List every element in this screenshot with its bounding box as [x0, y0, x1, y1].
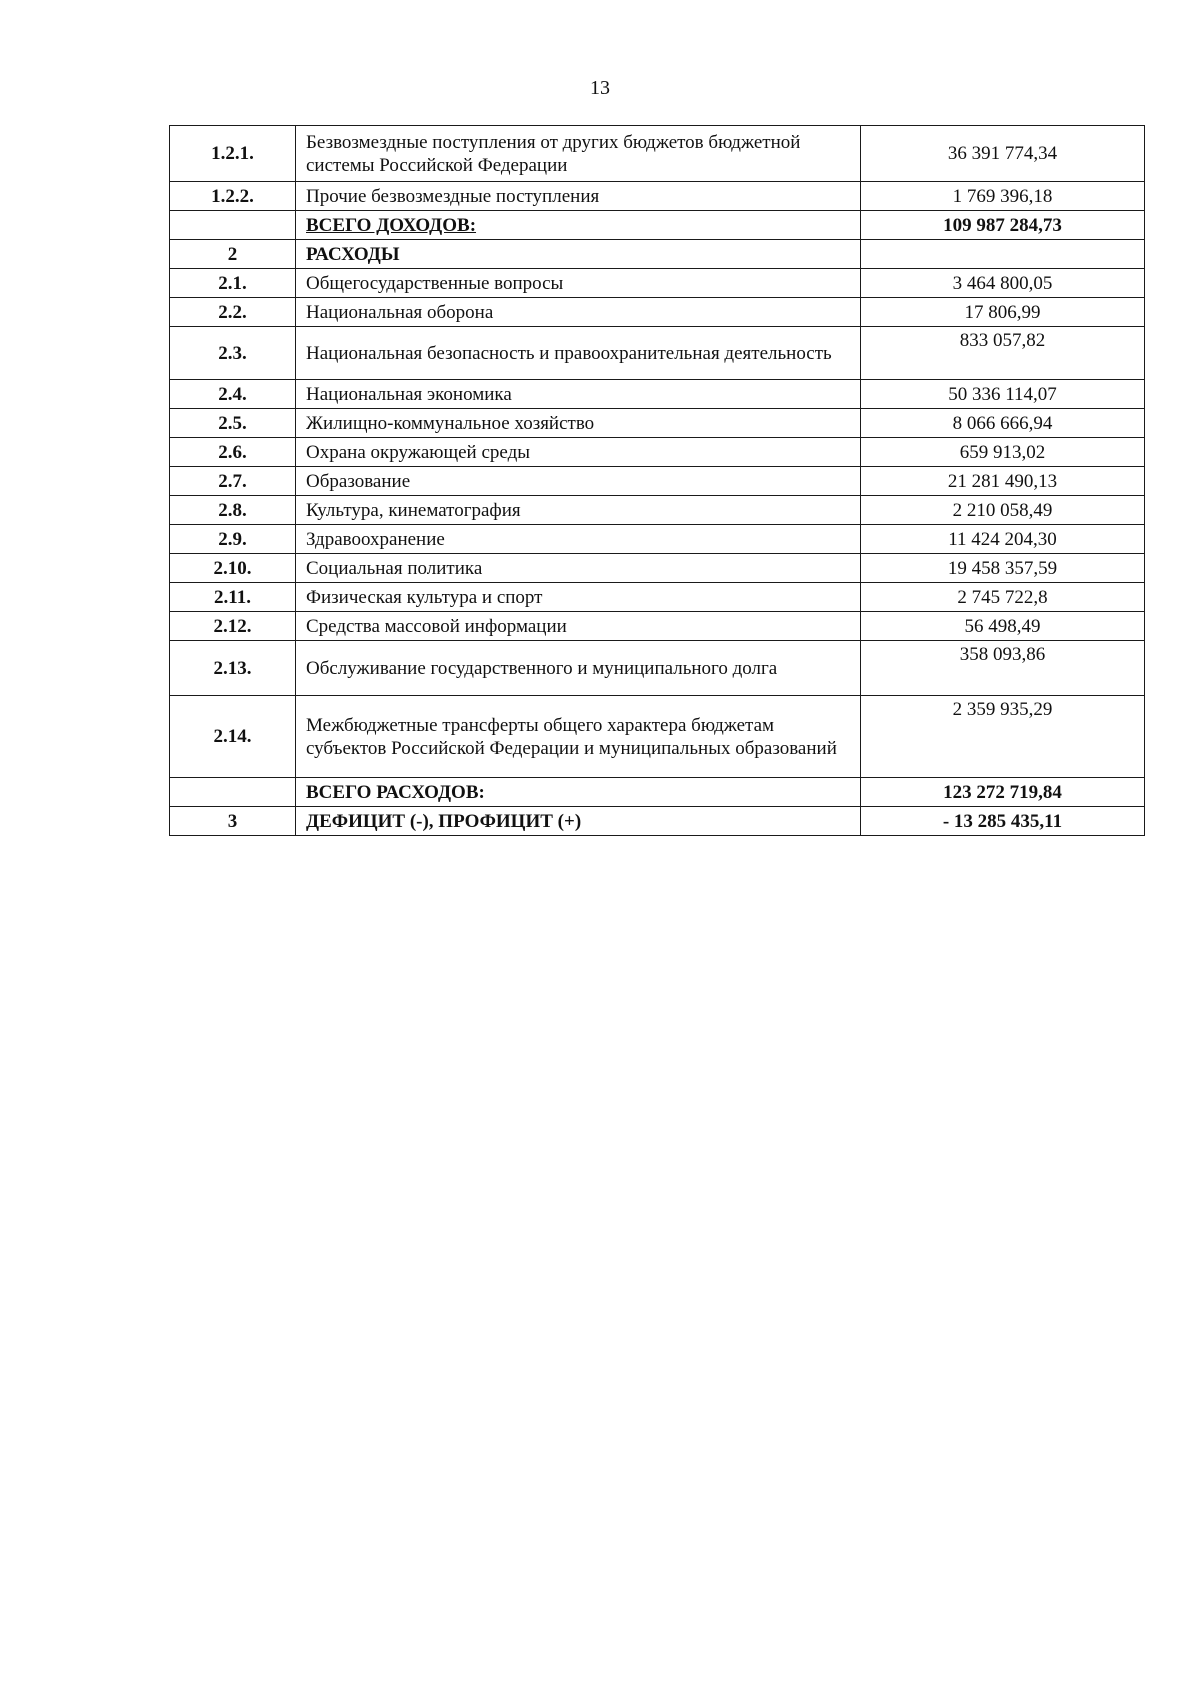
table-row — [170, 126, 1145, 182]
row-name: РАСХОДЫ — [296, 240, 861, 269]
row-value: 19 458 357,59 — [861, 554, 1145, 583]
table-row — [170, 327, 1145, 380]
table-row-deficit — [170, 807, 1145, 836]
row-value: 358 093,86 — [861, 641, 1145, 696]
row-value: 659 913,02 — [861, 438, 1145, 467]
row-value: 2 210 058,49 — [861, 496, 1145, 525]
row-number: 2.4. — [170, 380, 296, 409]
table-row — [170, 496, 1145, 525]
row-value: 8 066 666,94 — [861, 409, 1145, 438]
row-number: 2.6. — [170, 438, 296, 467]
row-number: 1.2.2. — [170, 182, 296, 211]
row-name: Средства массовой информации — [296, 612, 861, 641]
table-row — [170, 696, 1145, 778]
row-value — [861, 240, 1145, 269]
row-value: 833 057,82 — [861, 327, 1145, 380]
row-number: 2.5. — [170, 409, 296, 438]
table-row — [170, 409, 1145, 438]
row-name: Обслуживание государственного и муниципального долга — [296, 641, 861, 696]
row-name: Прочие безвозмездные поступления — [296, 182, 861, 211]
row-name: Национальная оборона — [296, 298, 861, 327]
table-row-total-expenses — [170, 778, 1145, 807]
row-name: ВСЕГО РАСХОДОВ: — [296, 778, 861, 807]
row-name: Социальная политика — [296, 554, 861, 583]
row-number: 2.12. — [170, 612, 296, 641]
table-row — [170, 438, 1145, 467]
row-name: ДЕФИЦИТ (-), ПРОФИЦИТ (+) — [296, 807, 861, 836]
row-value: 11 424 204,30 — [861, 525, 1145, 554]
row-name: Жилищно-коммунальное хозяйство — [296, 409, 861, 438]
row-value: 2 745 722,8 — [861, 583, 1145, 612]
row-number: 2.1. — [170, 269, 296, 298]
row-name: Охрана окружающей среды — [296, 438, 861, 467]
table-row — [170, 269, 1145, 298]
row-value: 36 391 774,34 — [861, 126, 1145, 182]
table-row — [170, 182, 1145, 211]
page-number: 13 — [590, 77, 610, 99]
row-value: 21 281 490,13 — [861, 467, 1145, 496]
row-value: 50 336 114,07 — [861, 380, 1145, 409]
row-name: Национальная безопасность и правоохранительная деятельность — [296, 327, 861, 380]
table-row — [170, 554, 1145, 583]
row-value: 109 987 284,73 — [861, 211, 1145, 240]
row-number: 2.8. — [170, 496, 296, 525]
table-row — [170, 525, 1145, 554]
row-number — [170, 778, 296, 807]
table-row — [170, 467, 1145, 496]
table-row — [170, 583, 1145, 612]
row-number: 2.2. — [170, 298, 296, 327]
row-name: Образование — [296, 467, 861, 496]
budget-table — [169, 125, 1145, 836]
row-name: Культура, кинематография — [296, 496, 861, 525]
total-income-label: ВСЕГО ДОХОДОВ: — [306, 214, 477, 236]
row-name: Общегосударственные вопросы — [296, 269, 861, 298]
row-value: 56 498,49 — [861, 612, 1145, 641]
row-name — [296, 211, 861, 240]
table-row — [170, 380, 1145, 409]
row-name: Национальная экономика — [296, 380, 861, 409]
row-value: 123 272 719,84 — [861, 778, 1145, 807]
row-number: 2 — [170, 240, 296, 269]
row-number: 2.11. — [170, 583, 296, 612]
row-value: 1 769 396,18 — [861, 182, 1145, 211]
row-value: 3 464 800,05 — [861, 269, 1145, 298]
table-row — [170, 641, 1145, 696]
row-value: 2 359 935,29 — [861, 696, 1145, 778]
row-number: 2.14. — [170, 696, 296, 778]
row-number: 2.10. — [170, 554, 296, 583]
row-number: 2.9. — [170, 525, 296, 554]
row-number: 1.2.1. — [170, 126, 296, 182]
row-name: Безвозмездные поступления от других бюджетов бюджетной системы Российской Федерации — [296, 126, 861, 182]
table-row-total-income — [170, 211, 1145, 240]
table-row — [170, 612, 1145, 641]
row-number: 3 — [170, 807, 296, 836]
row-number: 2.7. — [170, 467, 296, 496]
row-name: Здравоохранение — [296, 525, 861, 554]
row-name: Межбюджетные трансферты общего характера бюджетам субъектов Российской Федерации и муниципальных образований — [296, 696, 861, 778]
row-value: 17 806,99 — [861, 298, 1145, 327]
row-number: 2.13. — [170, 641, 296, 696]
row-value: - 13 285 435,11 — [861, 807, 1145, 836]
row-name: Физическая культура и спорт — [296, 583, 861, 612]
row-number: 2.3. — [170, 327, 296, 380]
table-row — [170, 298, 1145, 327]
table-row-section-expenses — [170, 240, 1145, 269]
row-number — [170, 211, 296, 240]
